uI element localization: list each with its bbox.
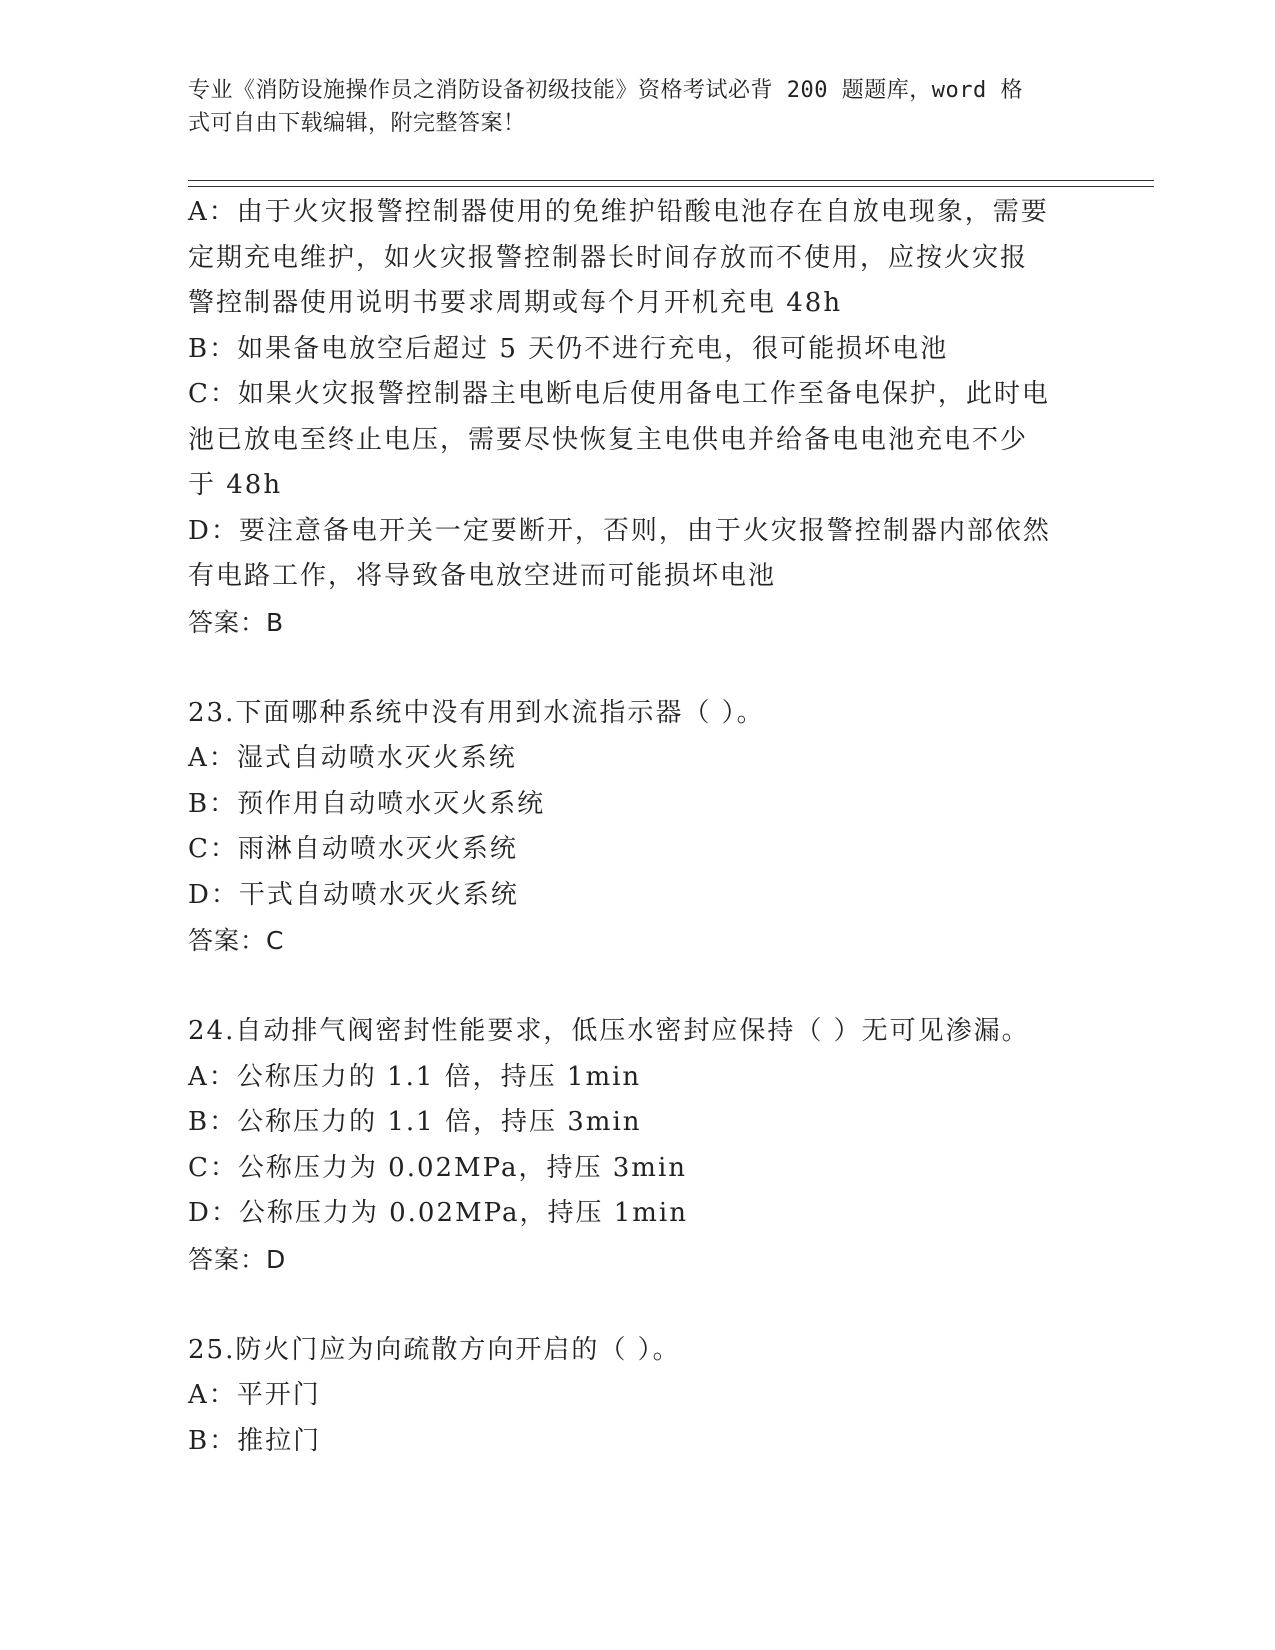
q22-answer: 答案：B: [188, 607, 285, 637]
question-content: [188, 190, 1088, 1464]
q22-option-c-line-2: 池已放电至终止电压，需要尽快恢复主电供电并给备电电池充电不少: [188, 424, 1029, 455]
q22-option-c-line-3: 于 48h: [188, 470, 283, 500]
q24-option-b: B：公称压力的 1.1 倍，持压 3min: [188, 1107, 642, 1137]
q24-option-c: C：公称压力为 0.02MPa，持压 3min: [188, 1152, 688, 1183]
q23-question: 23.下面哪种系统中没有用到水流指示器（ ）。: [188, 697, 765, 728]
q23-option-b: B：预作用自动喷水灭火系统: [188, 788, 546, 819]
q23-option-c: C：雨淋自动喷水灭火系统: [188, 834, 518, 864]
q24-answer: 答案：D: [188, 1244, 287, 1274]
q22-option-d-line-2: 有电路工作，将导致备电放空进而可能损坏电池: [188, 561, 777, 591]
q23-option-d: D：干式自动喷水灭火系统: [188, 879, 519, 910]
question-24: [188, 1009, 1088, 1282]
q23-option-a: A：湿式自动喷水灭火系统: [188, 743, 517, 773]
header-divider-bottom: [188, 186, 1154, 187]
q22-option-b: B：如果备电放空后超过 5 天仍不进行充电，很可能损坏电池: [188, 333, 949, 364]
q24-option-d: D：公称压力为 0.02MPa，持压 1min: [188, 1198, 688, 1228]
q25-option-b: B：推拉门: [188, 1425, 322, 1456]
q24-question: 24.自动排气阀密封性能要求，低压水密封应保持（ ）无可见渗漏。: [188, 1016, 1030, 1046]
q22-option-a-line-3: 警控制器使用说明书要求周期或每个月开机充电 48h: [188, 288, 843, 318]
q25-question: 25.防火门应为向疏散方向开启的（ ）。: [188, 1334, 681, 1365]
q25-option-a: A：平开门: [188, 1380, 321, 1410]
q22-option-d-line-1: D：要注意备电开关一定要断开，否则，由于火灾报警控制器内部依然: [188, 515, 1051, 546]
q22-option-c-line-1: C：如果火灾报警控制器主电断电后使用备电工作至备电保护，此时电: [188, 379, 1050, 409]
q22-option-a-line-1: A：由于火灾报警控制器使用的免维护铅酸电池存在自放电现象，需要: [188, 197, 1049, 227]
question-23: [188, 691, 1088, 964]
spacer: [188, 645, 1088, 691]
question-22-options: [188, 190, 1088, 645]
q24-option-a: A：公称压力的 1.1 倍，持压 1min: [188, 1061, 642, 1092]
q22-option-a-line-2: 定期充电维护，如火灾报警控制器长时间存放而不使用，应按火灾报: [188, 242, 1029, 273]
document-header: [188, 74, 1068, 140]
header-line-1: 专业《消防设施操作员之消防设备初级技能》资格考试必背 200 题题库，word 格: [188, 78, 1023, 103]
question-25: [188, 1328, 1088, 1465]
header-divider-top: [188, 180, 1154, 181]
spacer: [188, 964, 1088, 1010]
spacer: [188, 1282, 1088, 1328]
q23-answer: 答案：C: [188, 926, 285, 955]
header-line-2: 式可自由下载编辑，附完整答案！: [188, 111, 526, 136]
